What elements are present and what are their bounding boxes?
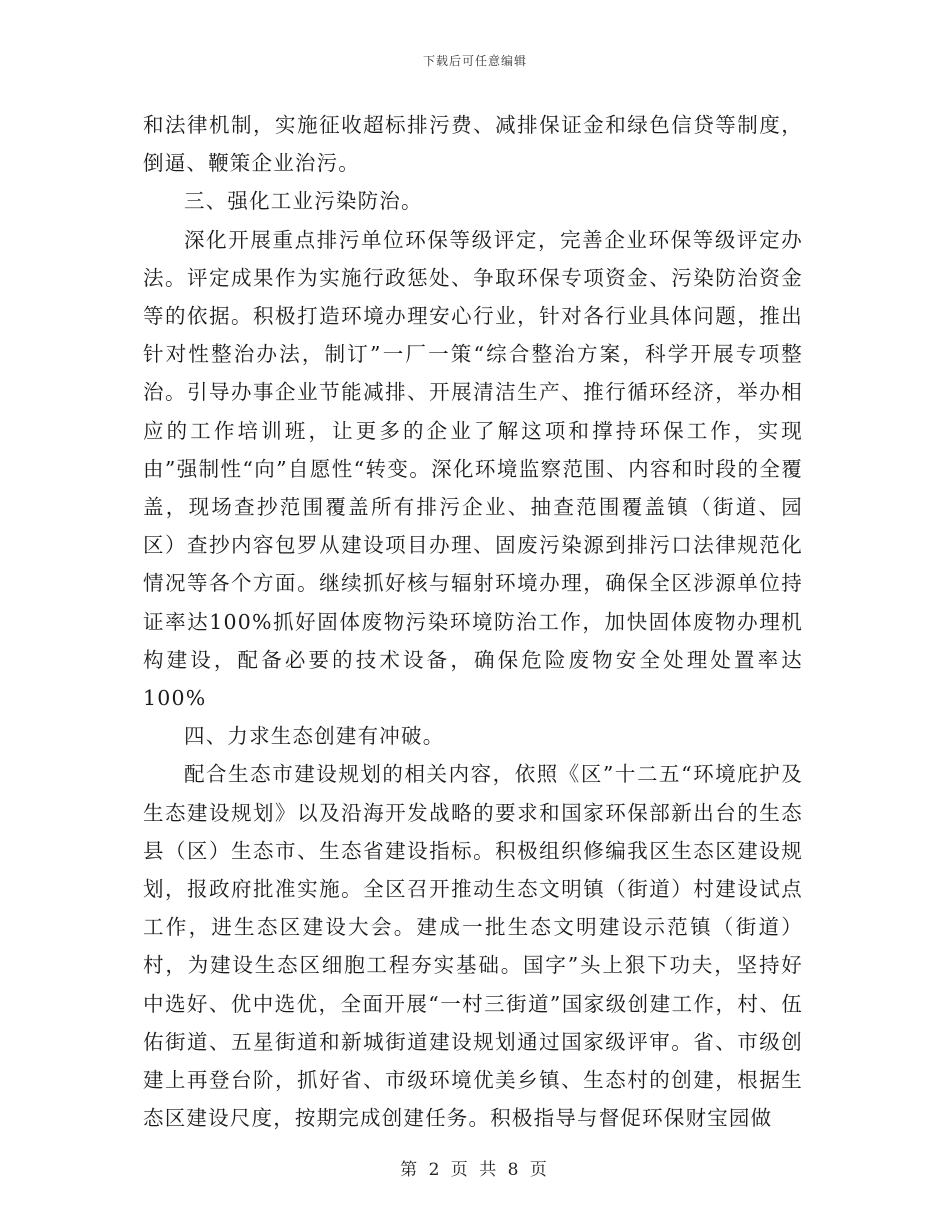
paragraph-industrial-pollution: 深化开展重点排污单位环保等级评定，完善企业环保等级评定办法。评定成果作为实施行政惩处、争取环保专项资金、污染防治资金等的依据。积极打造环境办理安心行业，针对各行业具体问题，推出针对性整治办法，制订”一厂一策“综合整治方案，科学开展专项整治。引导办事企业节能减排、开展清洁生产、推行循环经济，举办相应的工作培训班，让更多的企业了解这项和撑持环保工作，实现由”强制性“向”自愿性“转变。深化环境监察范围、内容和时段的全覆盖，现场查抄范围覆盖所有排污企业、抽查范围覆盖镇（街道、园区）查抄内容包罗从建设项目办理、固废污染源到排污口法律规范化情况等各个方面。继续抓好核与辐射环境办理，确保全区涉源单位持证率达100%抓好固体废物污染环境防治工作，加快固体废物办理机构建设，配备必要的技术设备，确保危险废物安全处理处置率达100%	[143, 227, 803, 711]
document-body	[143, 106, 803, 1137]
page-footer: 第 2 页 共 8 页	[400, 1160, 550, 1180]
section-heading-3: 三、强化工业污染防治。	[184, 189, 423, 214]
paragraph-continuation: 和法律机制，实施征收超标排污费、减排保证金和绿色信贷等制度，倒逼、鞭策企业治污。	[143, 113, 803, 176]
page-header: 下载后可任意编辑	[422, 54, 527, 68]
section-heading-4: 四、力求生态创建有冲破。	[184, 724, 445, 749]
paragraph-ecological-creation: 配合生态市建设规划的相关内容，依照《区”十二五“环境庇护及生态建设规划》以及沿海开发战略的要求和国家环保部新出台的生态县（区）生态市、生态省建设指标。积极组织修编我区生态区建设规划，报政府批准实施。全区召开推动生态文明镇（街道）村建设试点工作，进生态区建设大会。建成一批生态文明建设示范镇（街道）村，为建设生态区细胞工程夯实基础。国字”头上狠下功夫，坚持好中选好、优中选优，全面开展“一村三街道”国家级创建工作，村、伍佑街道、五星街道和新城街道建设规划通过国家级评审。省、市级创建上再登台阶，抓好省、市级环境优美乡镇、生态村的创建，根据生态区建设尺度，按期完成创建任务。积极指导与督促环保财宝园做	[143, 762, 803, 1131]
